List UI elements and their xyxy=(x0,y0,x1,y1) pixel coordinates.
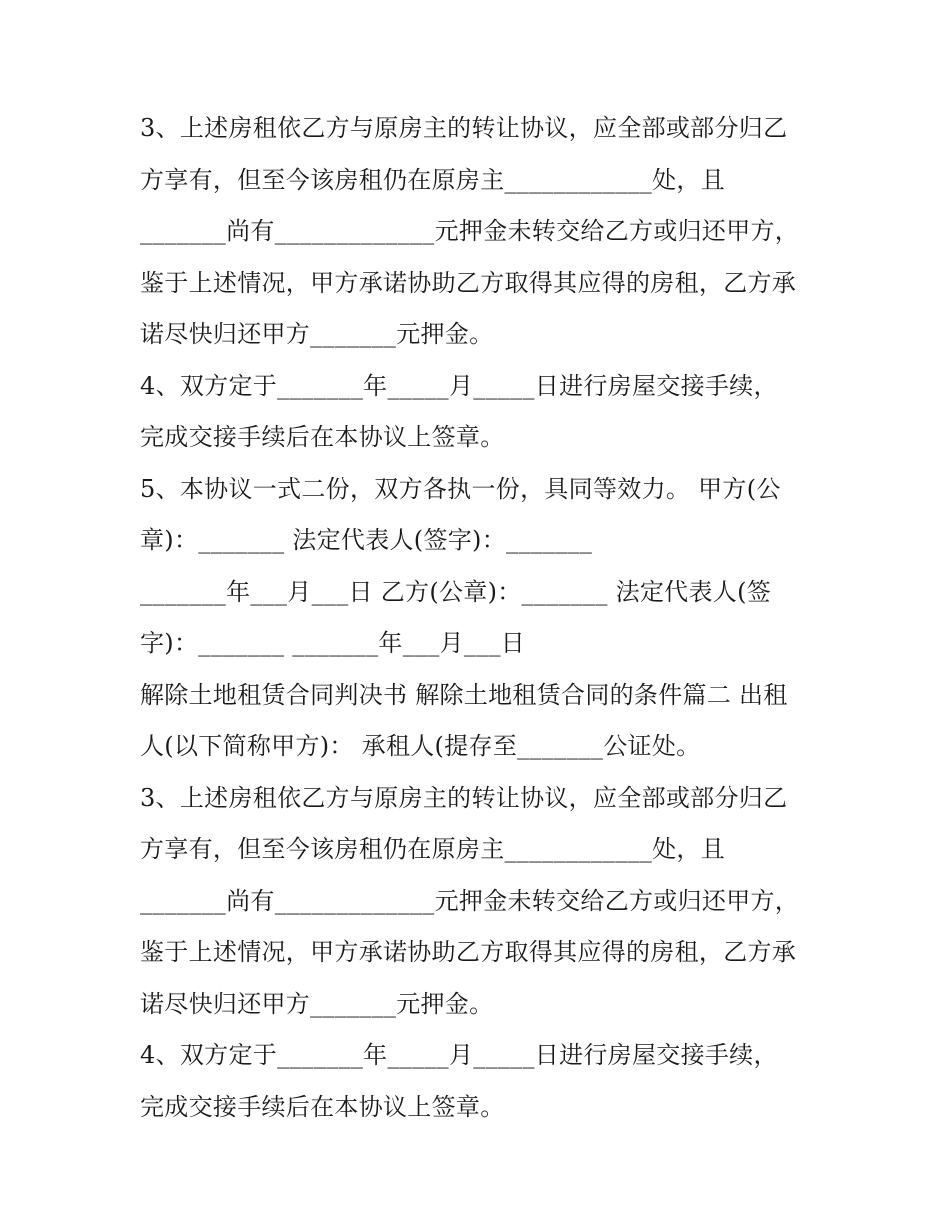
text-line: _______年___月___日 乙方(公章)：_______ 法定代表人(签 xyxy=(140,577,772,606)
text-line: 鉴于上述情况，甲方承诺协助乙方取得其应得的房租，乙方承 xyxy=(140,938,797,966)
text-line: 3、上述房租依乙方与原房主的转让协议，应全部或部分归乙 xyxy=(140,114,788,142)
text-line: 诺尽快归还甲方_______元押金。 xyxy=(140,320,494,348)
text-line: 4、双方定于_______年_____月_____日进行房屋交接手续， xyxy=(140,371,778,400)
text-line: 鉴于上述情况，甲方承诺协助乙方取得其应得的房租，乙方承 xyxy=(140,268,797,297)
text-line: 方享有，但至今该房租仍在原房主____________处，且 xyxy=(140,165,725,194)
text-line: _______尚有_____________元押金未转交给乙方或归还甲方， xyxy=(140,217,800,245)
text-line: 5、本协议一式二份，双方各执一份，具同等效力。 甲方(公 xyxy=(140,474,781,503)
text-line: 字)：_______ _______年___月___日 xyxy=(140,629,526,657)
text-line: 完成交接手续后在本协议上签章。 xyxy=(140,1092,505,1121)
text-line: 3、上述房租依乙方与原房主的转让协议，应全部或部分归乙 xyxy=(140,783,788,812)
text-line: _______尚有_____________元押金未转交给乙方或归还甲方， xyxy=(140,886,800,915)
text-line: 诺尽快归还甲方_______元押金。 xyxy=(140,989,494,1018)
text-line: 4、双方定于_______年_____月_____日进行房屋交接手续， xyxy=(140,1041,778,1069)
text-line: 章)：_______ 法定代表人(签字)：_______ xyxy=(140,526,593,554)
text-line: 解除土地租赁合同判决书 解除土地租赁合同的条件篇二 出租 xyxy=(140,680,788,709)
text-line: 完成交接手续后在本协议上签章。 xyxy=(140,423,505,451)
text-line: 方享有，但至今该房租仍在原房主____________处，且 xyxy=(140,835,725,863)
document-body xyxy=(140,103,820,1133)
text-line: 人(以下简称甲方)： 承租人(提存至_______公证处。 xyxy=(140,732,701,760)
